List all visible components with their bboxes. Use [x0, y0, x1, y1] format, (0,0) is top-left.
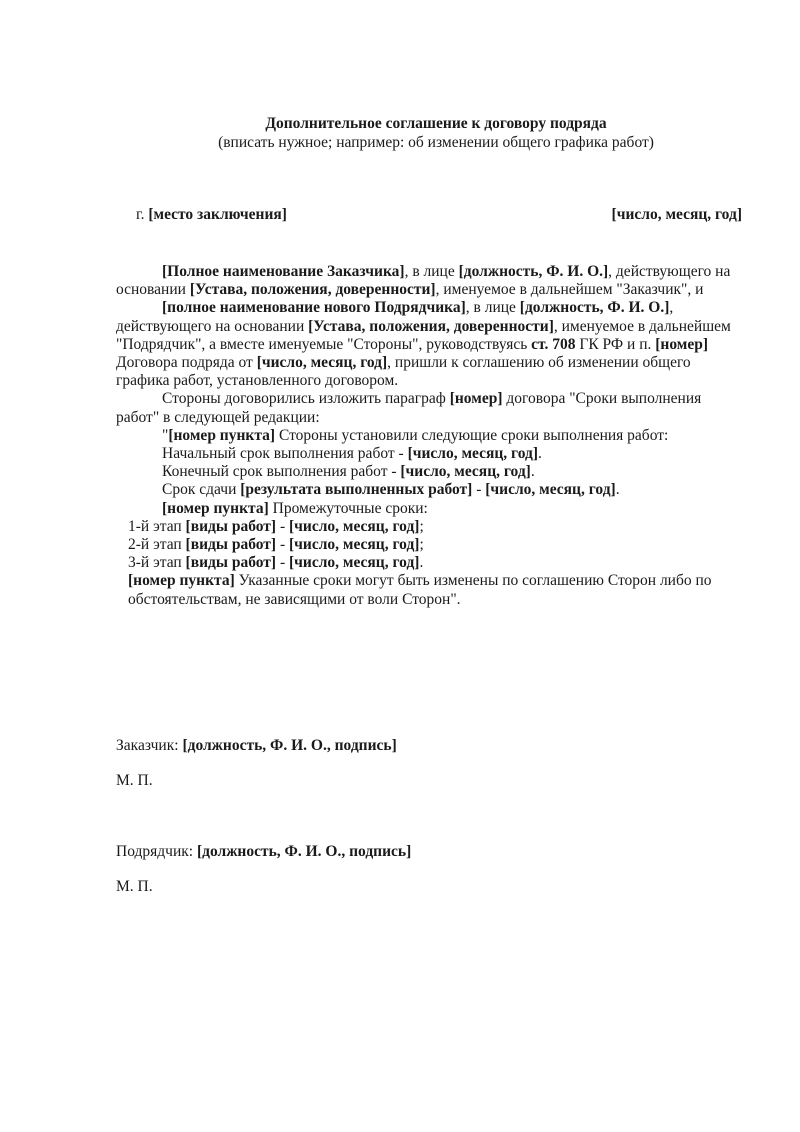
date-placeholder: [число, месяц, год]: [407, 445, 539, 463]
delivery-deadline: [116, 481, 744, 499]
text-span: договора "Сроки выполнения работ" в следующей редакции:: [116, 390, 702, 426]
text-span: -: [276, 554, 289, 572]
text-span: .: [538, 445, 542, 463]
work-type-placeholder: [виды работ]: [185, 517, 277, 535]
text-span: ;: [419, 536, 424, 554]
date-placeholder: [число, месяц, год]: [289, 554, 420, 572]
text-span: , именуемое в дальнейшем "Подрядчик", а вместе именуемые "Стороны", руководствуясь: [116, 317, 731, 353]
date-placeholder: [число, месяц, год]: [485, 481, 616, 499]
stage-label: 1-й этап: [128, 517, 186, 535]
date-placeholder: [число, месяц, год]: [256, 354, 388, 372]
text-span: .: [530, 463, 535, 481]
start-deadline: [116, 445, 744, 463]
text-span: , действующего на основании: [116, 299, 674, 335]
text-span: , именуемое в дальнейшем "Заказчик", и: [435, 281, 704, 299]
date-placeholder: [число, месяц, год]: [289, 536, 420, 554]
customer-stamp: М. П.: [116, 772, 153, 789]
text-span: , пришли к соглашению об изменении общего графика работ, установленного договором.: [116, 354, 691, 390]
text-span: -: [276, 536, 289, 554]
text-span: Договора подряда от: [116, 354, 257, 372]
stage-label: 3-й этап: [128, 554, 186, 572]
document-subtitle: (вписать нужное; например: об изменении общего графика работ): [218, 134, 654, 151]
text-span: Начальный срок выполнения работ -: [162, 445, 408, 463]
paragraph-agreement: [116, 390, 744, 426]
work-type-placeholder: [виды работ]: [185, 554, 277, 572]
stage-item: [116, 518, 744, 536]
place-value: [место заключения]: [148, 206, 287, 223]
contractor-name-placeholder: [полное наименование нового Подрядчика]: [162, 299, 466, 317]
clause-number-placeholder: [номер пункта]: [128, 572, 235, 590]
document-body: [116, 263, 744, 609]
clause-changes: [116, 572, 744, 608]
work-type-placeholder: [виды работ]: [185, 536, 277, 554]
contractor-signature-placeholder: [должность, Ф. И. О., подпись]: [196, 843, 412, 860]
text-span: -: [472, 481, 486, 499]
position-placeholder: [должность, Ф. И. О.]: [519, 299, 670, 317]
place-prefix: г.: [136, 206, 149, 223]
position-placeholder: [должность, Ф. И. О.]: [458, 263, 609, 280]
article-reference: ст. 708: [531, 335, 576, 353]
date-value: [число, месяц, год]: [611, 206, 742, 223]
end-deadline: [116, 463, 744, 481]
text-span: Промежуточные сроки:: [268, 499, 428, 517]
paragraph-parties-customer: [116, 263, 744, 299]
contractor-stamp: М. П.: [116, 878, 153, 895]
customer-signature-line: [116, 737, 397, 755]
text-span: Конечный срок выполнения работ -: [162, 463, 401, 481]
clause-number-placeholder: [номер пункта]: [162, 499, 269, 517]
text-span: .: [615, 481, 620, 499]
text-span: .: [419, 554, 424, 572]
text-span: Срок сдачи: [162, 481, 241, 499]
text-span: , действующего на основании: [116, 263, 731, 299]
contractor-label: Подрядчик:: [116, 843, 197, 860]
place-line: [136, 206, 287, 224]
stage-item: [116, 554, 744, 572]
contractor-signature-line: [116, 843, 411, 861]
basis-placeholder: [Устава, положения, доверенности]: [308, 317, 554, 335]
customer-name-placeholder: [Полное наименование Заказчика]: [162, 263, 405, 280]
stage-item: [116, 536, 744, 554]
customer-signature-placeholder: [должность, Ф. И. О., подпись]: [182, 737, 397, 754]
clause-deadlines: [116, 427, 744, 445]
text-span: Стороны установили следующие сроки выполнения работ:: [275, 426, 669, 444]
number-placeholder: [номер]: [449, 390, 503, 408]
date-placeholder: [число, месяц, год]: [289, 517, 420, 535]
text-span: , в лице: [465, 299, 520, 317]
document-title: Дополнительное соглашение к договору подряда: [265, 115, 607, 132]
number-placeholder: [номер]: [655, 335, 709, 353]
date-placeholder: [число, месяц, год]: [400, 463, 531, 481]
date-line: [612, 206, 742, 224]
text-span: ГК РФ и п.: [575, 335, 656, 353]
paragraph-parties-contractor: [116, 299, 744, 390]
clause-intermediate: [116, 500, 744, 518]
text-span: ;: [419, 517, 424, 535]
text-span: ": [162, 426, 169, 444]
text-span: -: [276, 517, 289, 535]
clause-number-placeholder: [номер пункта]: [168, 426, 276, 444]
text-span: Указанные сроки могут быть изменены по соглашению Сторон либо по обстоятельствам, не зависящими от воли Сторон".: [128, 572, 712, 608]
basis-placeholder: [Устава, положения, доверенности]: [189, 281, 436, 299]
result-placeholder: [результата выполненных работ]: [240, 481, 473, 499]
stage-label: 2-й этап: [128, 536, 186, 554]
text-span: Стороны договорились изложить параграф: [162, 390, 450, 408]
customer-label: Заказчик:: [116, 737, 183, 754]
text-span: , в лице: [404, 263, 459, 280]
